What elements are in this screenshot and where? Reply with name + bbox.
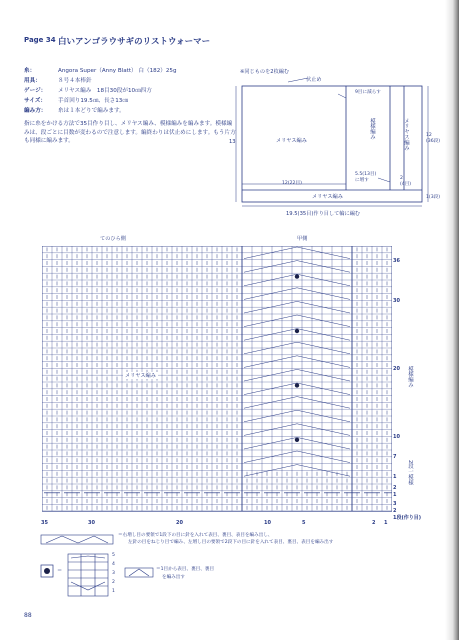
row-number-36: 36: [393, 258, 400, 264]
legend-row-2: 2: [112, 580, 115, 585]
row-number-30: 30: [393, 298, 400, 304]
row-number-7: 7: [393, 454, 397, 460]
spec-yarn: 糸： Angora Super（Anny Blatt） 白（182）25g: [24, 68, 177, 74]
col-number-2: 2: [372, 520, 376, 526]
spec-method: 編み方： 糸は１本どりで編みます。: [24, 108, 125, 114]
col-number-20: 20: [176, 520, 183, 526]
book-spine-shadow: [445, 0, 459, 640]
legend-row-3: 3: [112, 571, 115, 576]
schematic-note: ※同じものを2枚編む: [240, 69, 290, 75]
row-number-10: 10: [393, 434, 400, 440]
legend-eq: ＝: [57, 568, 63, 574]
spec-size: サイズ： 手首回り19.5㎝、長さ13㎝: [24, 98, 128, 104]
legend-bobble-desc-2: を編み出す: [162, 575, 185, 580]
chart-bobble: [295, 438, 299, 442]
row-number-3: 3: [393, 501, 397, 507]
page-number: 88: [24, 612, 32, 619]
chart-border-label: 2段一模様: [407, 460, 413, 486]
spec-tools: 用具： ８号４本棒針: [24, 78, 92, 84]
page-title: 白いアンゴラウサギのリストウォーマー: [58, 37, 211, 47]
chart-stockinette-label: メリヤス編み: [125, 373, 156, 379]
row-number-cast-on: 1段(作り目): [393, 515, 422, 521]
legend-row-4: 4: [112, 562, 115, 567]
schematic-decrease: 9目に減らす: [355, 90, 381, 95]
legend-bobble-desc-1: ＝1目から表目、裏目、裏目: [156, 567, 215, 572]
legend-cable-symbol: [40, 533, 114, 547]
row-number-1b: 1: [393, 492, 397, 498]
schematic-bind-off: 伏止め: [306, 77, 322, 83]
knitting-chart-grid: [42, 246, 392, 518]
legend-increase-symbol: [124, 566, 154, 580]
chart-back-label: 甲側: [297, 236, 308, 242]
legend-cable-desc-2: 左針の目をねじり目で編み、左増し目の要領で2段下の目に針を入れて表目、裏目、表目を編み出す: [128, 540, 334, 545]
chart-bobble: [295, 329, 299, 333]
row-number-1a: 1: [393, 474, 397, 480]
legend-row-5: 5: [112, 553, 115, 558]
spec-gauge: ゲージ： メリヤス編み 18目30段が10㎝四方: [24, 88, 152, 94]
col-number-1: 1: [384, 520, 388, 526]
legend-row-1: 1: [112, 589, 115, 594]
instructions-text: 指に糸をかける方法で35目作り目し、メリヤス編み、模様編みを編みます。模様編みは、段ごとに目数が変わるので注意します。編終わりは伏止めにします。もう片方も同様に編みます。: [24, 121, 236, 144]
col-number-35: 35: [41, 520, 48, 526]
schematic-stockinette-bottom: メリヤス編み: [312, 194, 343, 200]
schematic-rows-2: 2 (4目): [400, 176, 412, 187]
chart-pattern-label: 模様編み: [407, 366, 413, 388]
schematic-height-12: 12 (36段): [426, 133, 441, 144]
page-label: Page 34: [24, 36, 56, 44]
legend-bobble-chart: [66, 552, 110, 598]
chart-palm-label: てのひら側: [100, 236, 126, 242]
schematic-stockinette-side: メリヤス編み: [403, 118, 409, 151]
col-number-30: 30: [88, 520, 95, 526]
col-number-5: 5: [302, 520, 306, 526]
row-number-2: 2: [393, 485, 397, 491]
legend-cable-desc-1: ＝右増し目の要領で1段下の目に針を入れて表目、裏目、表目を編み出し、: [118, 533, 273, 538]
schematic-increase: 5.5(13目) に増す: [355, 172, 377, 183]
schematic-stockinette: メリヤス編み: [276, 138, 307, 144]
schematic-rows-1: 1(3段): [426, 195, 441, 200]
chart-bobble: [295, 274, 299, 278]
schematic-stitches-12: 12(22目): [282, 181, 302, 186]
row-number-2b: 2: [393, 508, 397, 514]
schematic-height-left: 13: [229, 139, 236, 145]
row-number-20: 20: [393, 366, 400, 372]
schematic-pattern: 模様編み: [369, 118, 375, 140]
chart-bobble: [295, 383, 299, 387]
schematic-bottom-label: 19.5(35目)作り目して輪に編む: [286, 211, 361, 217]
legend-bobble-icon: [40, 564, 54, 578]
schematic-diagram: [228, 78, 444, 222]
col-number-10: 10: [264, 520, 271, 526]
